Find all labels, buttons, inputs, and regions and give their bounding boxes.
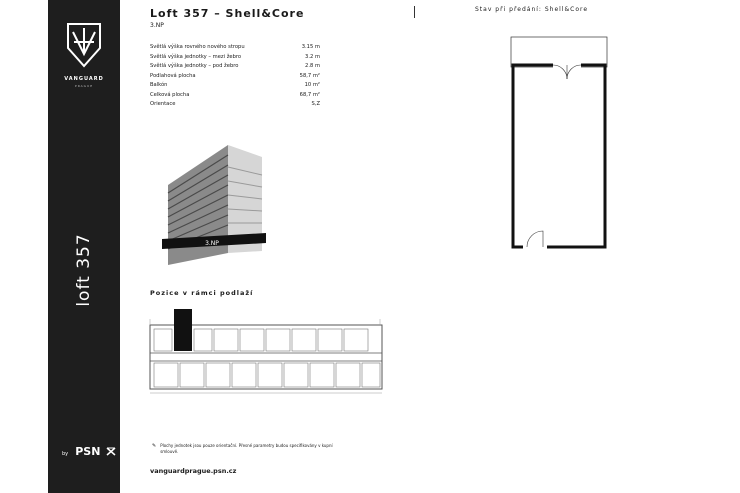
spec-label: Světlá výška jednotky – mezi žebro [150, 53, 242, 60]
note [152, 443, 342, 455]
unit-highlight [174, 309, 192, 351]
sidebar-title: loft 357 [74, 233, 94, 307]
spec-value: 2.8 m [305, 63, 320, 69]
vanguard-logo-icon [62, 22, 106, 68]
spec-value: 10 m² [304, 82, 320, 88]
info-icon: ✎ [152, 443, 157, 449]
handover-title: Stav při předání: Shell&Core [475, 6, 589, 13]
brand-name: VANGUARD [64, 76, 104, 82]
unit-title: Loft 357 – Shell&Core [150, 7, 305, 20]
unit-floor-plan [505, 35, 615, 255]
spec-row [150, 100, 320, 110]
spec-label: Světlá výška jednotky – pod žebro [150, 63, 239, 69]
floor-position-plan [148, 305, 384, 397]
building-illustration [150, 125, 270, 270]
sidebar [48, 0, 120, 493]
spec-row [150, 43, 320, 53]
spec-value: S,Z [311, 101, 320, 107]
spec-row [150, 62, 320, 72]
spec-row [150, 53, 320, 63]
spec-value: 68,7 m² [299, 91, 320, 98]
developer-by: by [62, 451, 69, 457]
spec-label: Podlahová plocha [150, 72, 196, 79]
spec-value: 3.15 m [301, 44, 320, 50]
position-title: Pozice v rámci podlaží [150, 289, 254, 297]
building-floor-label: 3.NP [205, 240, 219, 247]
spec-row [150, 72, 320, 82]
spec-row [150, 91, 320, 101]
spec-label: Celková plocha [150, 91, 190, 98]
divider [414, 6, 415, 18]
brand-sub: PRAGUE [74, 84, 94, 88]
spec-value: 58,7 m² [299, 72, 320, 79]
spec-value: 3.2 m [305, 53, 320, 60]
psn-mark-icon [106, 447, 116, 456]
developer-logo [62, 440, 116, 459]
website-link[interactable]: vanguardprague.psn.cz [150, 467, 237, 475]
spec-label: Orientace [150, 101, 176, 107]
spec-label: Balkón [150, 82, 168, 88]
note-text: Plochy jednotek jsou pouze orientační. Přesné parametry budou specifikovány v kupní smlouvě. [160, 443, 333, 454]
unit-floor: 3.NP [150, 22, 164, 29]
spec-label: Světlá výška rovného nového stropu [150, 44, 245, 50]
spec-row [150, 81, 320, 91]
developer-name: PSN [75, 445, 101, 458]
specs-table [150, 43, 320, 110]
